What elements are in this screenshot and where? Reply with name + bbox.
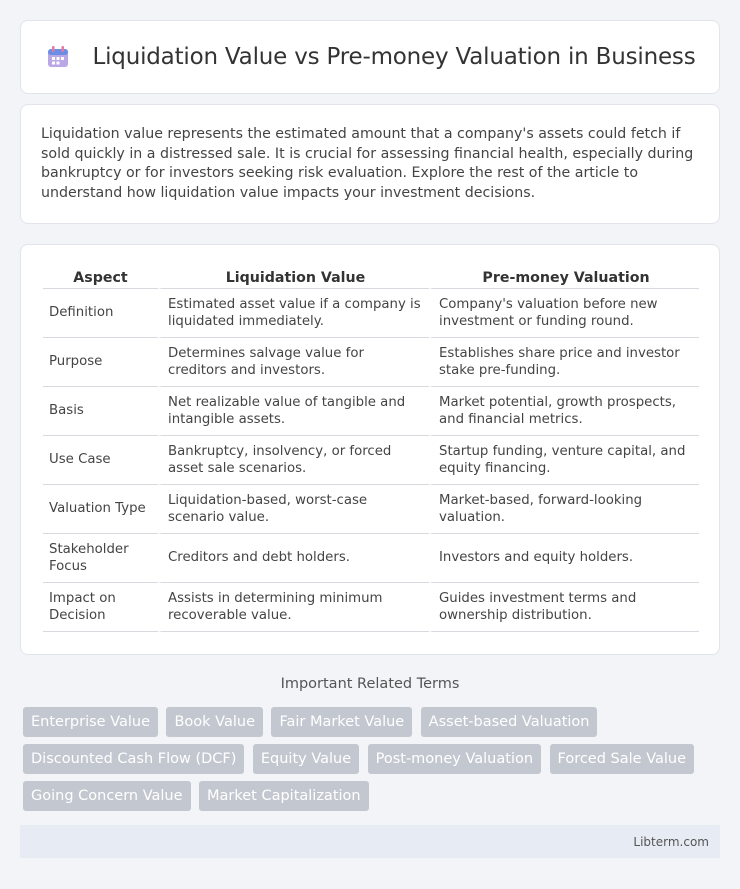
tag-going-concern-value[interactable]: Going Concern Value xyxy=(23,781,191,811)
tag-market-capitalization[interactable]: Market Capitalization xyxy=(199,781,369,811)
row-pre-money: Investors and equity holders. xyxy=(429,534,699,583)
tag-equity-value[interactable]: Equity Value xyxy=(253,744,359,774)
intro-text: Liquidation value represents the estimated amount that a company's assets could fetch if sold quickly in a distressed sale. It is crucial for assessing financial health, especially during bankruptcy or for investors seeking risk evaluation. Explore the rest of the article to understand how liquidation value impacts your investment decisions. xyxy=(41,126,694,201)
table-row xyxy=(43,485,699,534)
related-terms-title: Important Related Terms xyxy=(280,676,460,692)
page-title: Liquidation Value vs Pre-money Valuation in Business xyxy=(92,44,696,70)
row-pre-money: Company's valuation before new investment or funding round. xyxy=(429,289,699,338)
row-aspect: Valuation Type xyxy=(43,485,158,534)
footer-site-link[interactable]: Libterm.com xyxy=(633,835,709,849)
row-liquidation: Determines salvage value for creditors and investors. xyxy=(158,338,429,387)
row-liquidation: Estimated asset value if a company is liquidated immediately. xyxy=(158,289,429,338)
calendar-icon xyxy=(45,44,71,70)
table-row xyxy=(43,338,699,387)
tag-book-value[interactable]: Book Value xyxy=(166,707,263,737)
row-pre-money: Market potential, growth prospects, and financial metrics. xyxy=(429,387,699,436)
tag-forced-sale-value[interactable]: Forced Sale Value xyxy=(550,744,695,774)
table-row xyxy=(43,289,699,338)
row-pre-money: Startup funding, venture capital, and equity financing. xyxy=(429,436,699,485)
tag-enterprise-value[interactable]: Enterprise Value xyxy=(23,707,158,737)
row-aspect: Stakeholder Focus xyxy=(43,534,158,583)
tag-discounted-cash-flow[interactable]: Discounted Cash Flow (DCF) xyxy=(23,744,244,774)
table-row xyxy=(43,387,699,436)
related-terms-list xyxy=(23,707,703,818)
tag-asset-based-valuation[interactable]: Asset-based Valuation xyxy=(421,707,598,737)
comparison-table xyxy=(43,265,699,632)
comparison-card xyxy=(20,244,720,655)
row-aspect: Purpose xyxy=(43,338,158,387)
footer xyxy=(20,825,720,858)
table-row xyxy=(43,436,699,485)
row-aspect: Definition xyxy=(43,289,158,338)
row-aspect: Basis xyxy=(43,387,158,436)
table-header-row xyxy=(43,265,699,289)
row-liquidation: Bankruptcy, insolvency, or forced asset sale scenarios. xyxy=(158,436,429,485)
row-pre-money: Market-based, forward-looking valuation. xyxy=(429,485,699,534)
row-pre-money: Guides investment terms and ownership distribution. xyxy=(429,583,699,632)
row-liquidation: Creditors and debt holders. xyxy=(158,534,429,583)
header-aspect: Aspect xyxy=(43,265,158,289)
row-liquidation: Net realizable value of tangible and intangible assets. xyxy=(158,387,429,436)
table-row xyxy=(43,583,699,632)
row-pre-money: Establishes share price and investor stake pre-funding. xyxy=(429,338,699,387)
row-liquidation: Liquidation-based, worst-case scenario value. xyxy=(158,485,429,534)
row-aspect: Impact on Decision xyxy=(43,583,158,632)
row-aspect: Use Case xyxy=(43,436,158,485)
title-card xyxy=(20,20,720,94)
tag-fair-market-value[interactable]: Fair Market Value xyxy=(271,707,412,737)
header-pre-money-valuation: Pre-money Valuation xyxy=(429,265,699,289)
tag-post-money-valuation[interactable]: Post-money Valuation xyxy=(368,744,541,774)
header-liquidation-value: Liquidation Value xyxy=(158,265,429,289)
intro-card xyxy=(20,104,720,224)
row-liquidation: Assists in determining minimum recoverable value. xyxy=(158,583,429,632)
table-row xyxy=(43,534,699,583)
